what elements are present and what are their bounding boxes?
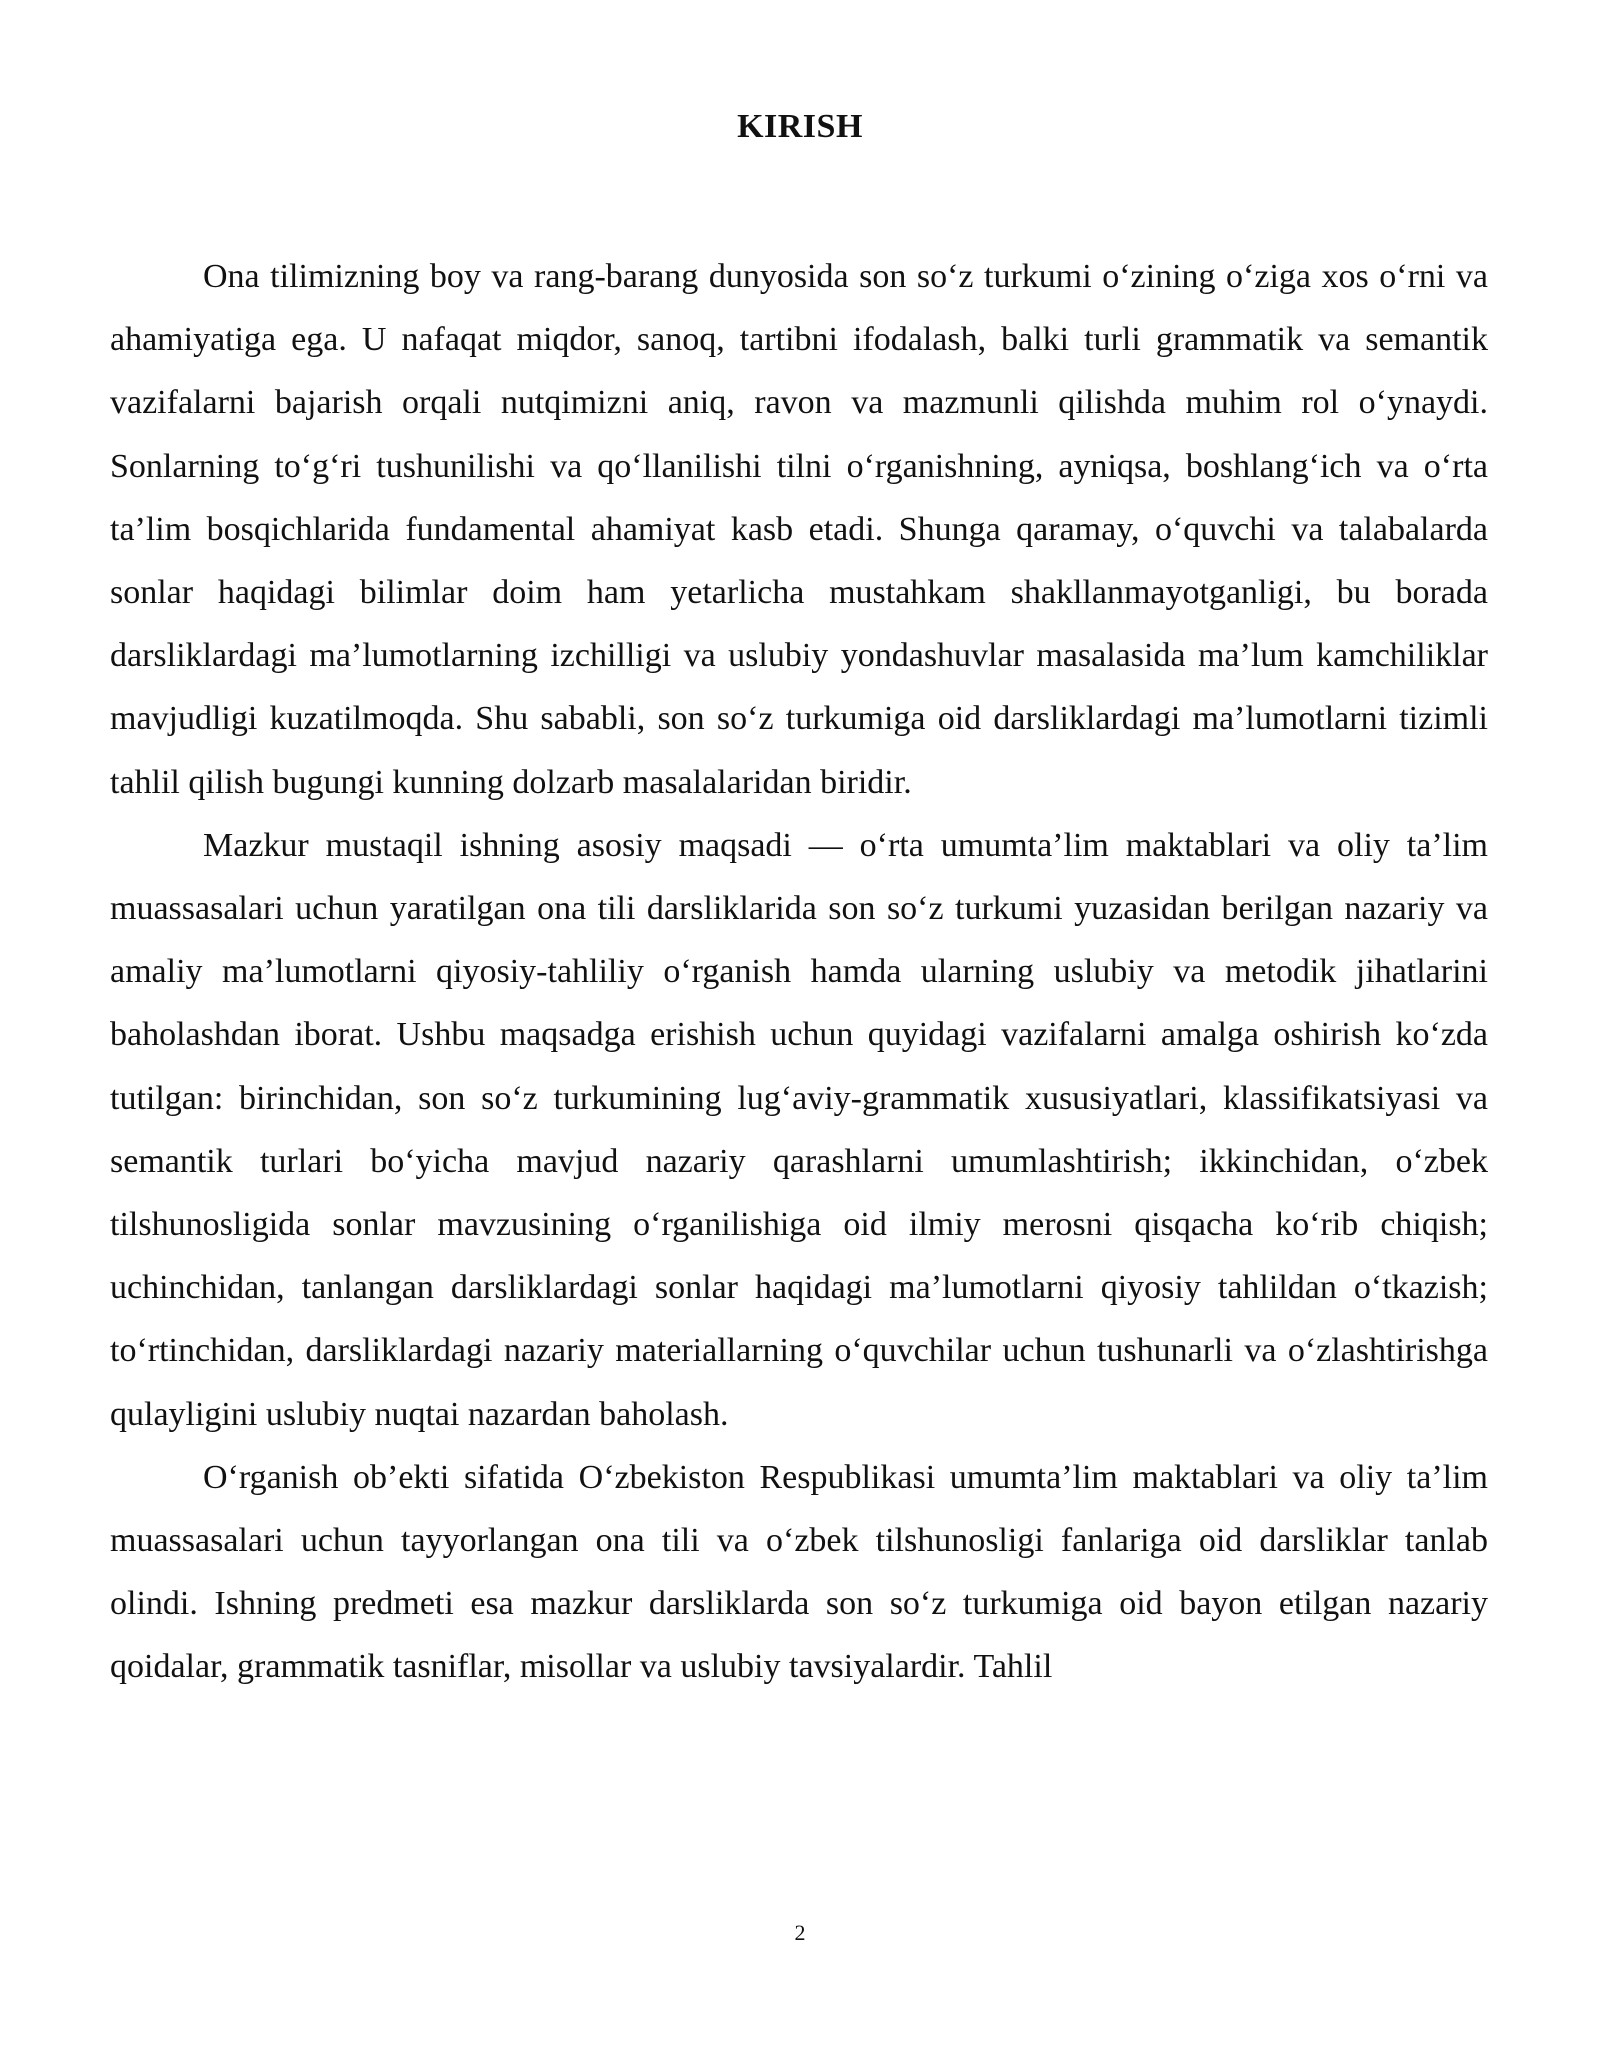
paragraph-introduction: Ona tilimizning boy va rang-barang dunyosida son so‘z turkumi o‘zining o‘ziga xos o‘rni va ahamiyatiga ega. U nafaqat miqdor, sanoq, tartibni ifodalash, balki turli grammatik va semantik vazifalarni bajarish orqali nutqimizni aniq, ravon va mazmunli qilishda muhim rol o‘ynaydi. Sonlarning to‘g‘ri tushunilishi va qo‘llanilishi tilni o‘rganishning, ayniqsa, boshlang‘ich va o‘rta ta’lim bosqichlarida fundamental ahamiyat kasb etadi. Shunga qaramay, o‘quvchi va talabalarda sonlar haqidagi bilimlar doim ham yetarlicha mustahkam shakllanmayotganligi, bu borada darsliklardagi ma’lumotlarning izchilligi va uslubiy yondashuvlar masalasida ma’lum kamchiliklar mavjudligi kuzatilmoqda. Shu sababli, son so‘z turkumiga oid darsliklardagi ma’lumotlarni tizimli tahlil qilish bugungi kunning dolzarb masalalaridan biridir. (110, 258, 1488, 801)
paragraph-goals: Mazkur mustaqil ishning asosiy maqsadi — o‘rta umumta’lim maktablari va oliy ta’lim muassasalari uchun yaratilgan ona tili darsliklarida son so‘z turkumi yuzasidan berilgan nazariy va amaliy ma’lumotlarni qiyosiy-tahliliy o‘rganish hamda ularning uslubiy va metodik jihatlarini baholashdan iborat. Ushbu maqsadga erishish uchun quyidagi vazifalarni amalga oshirish ko‘zda tutilgan: birinchidan, son so‘z turkumining lug‘aviy-grammatik xususiyatlari, klassifikatsiyasi va semantik turlari bo‘yicha mavjud nazariy qarashlarni umumlashtirish; ikkinchidan, o‘zbek tilshunosligida sonlar mavzusining o‘rganilishiga oid ilmiy merosni qisqacha ko‘rib chiqish; uchinchidan, tanlangan darsliklardagi sonlar haqidagi ma’lumotlarni qiyosiy tahlildan o‘tkazish; to‘rtinchidan, darsliklardagi nazariy materiallarning o‘quvchilar uchun tushunarli va o‘zlashtirishga qulayligini uslubiy nuqtai nazardan baholash. (110, 826, 1488, 1433)
paragraph-object: O‘rganish ob’ekti sifatida O‘zbekiston Respublikasi umumta’lim maktablari va oliy ta’lim muassasalari uchun tayyorlangan ona tili va o‘zbek tilshunosligi fanlariga oid darsliklar tanlab olindi. Ishning predmeti esa mazkur darsliklarda son so‘z turkumiga oid bayon etilgan nazariy qoidalar, grammatik tasniflar, misollar va uslubiy tavsiyalardir. Tahlil (110, 1458, 1488, 1686)
section-title: KIRISH (737, 108, 863, 145)
page-number: 2 (794, 1920, 806, 1945)
body-text (110, 245, 1488, 1699)
